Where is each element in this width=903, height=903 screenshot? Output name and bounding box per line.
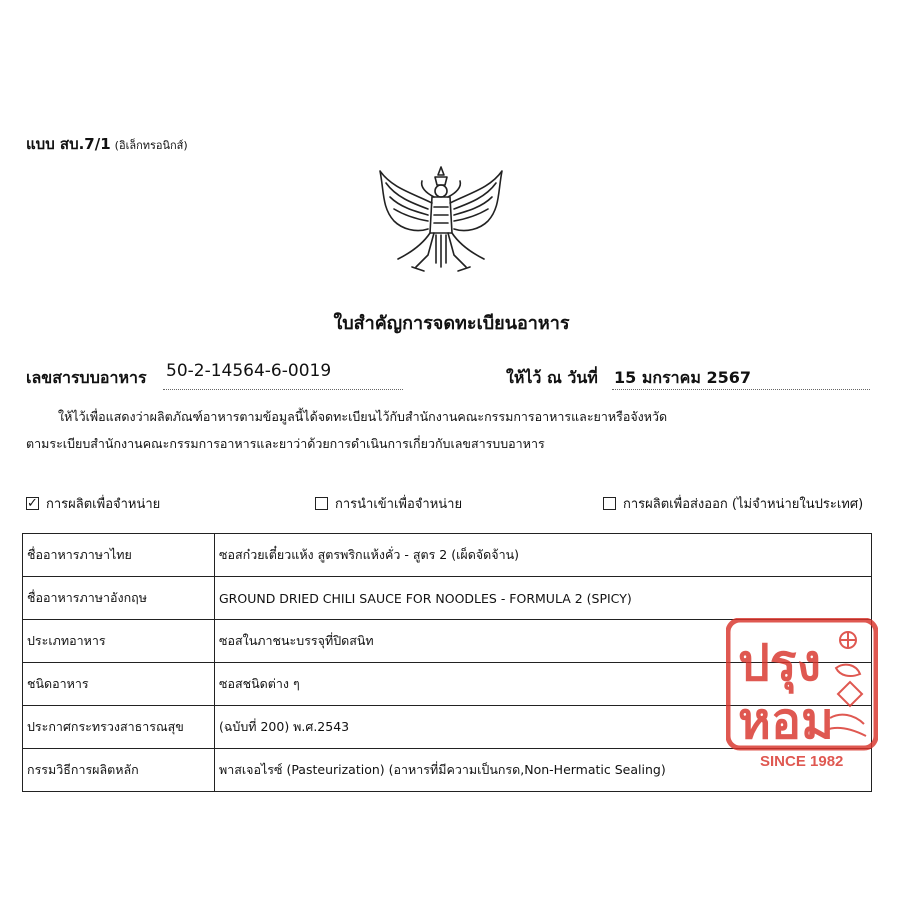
table-row — [23, 534, 872, 577]
row-value: ซอสก๋วยเตี๋ยวแห้ง สูตรพริกแห้งคั่ว - สูตร 2 (เผ็ดจัดจ้าน) — [215, 534, 872, 577]
registration-number-value: 50-2-14564-6-0019 — [166, 361, 332, 381]
row-value: (ฉบับที่ 200) พ.ศ.2543 — [215, 706, 872, 749]
checkbox-manufacture-for-export — [603, 497, 616, 510]
option-label: การนำเข้าเพื่อจำหน่าย — [335, 496, 463, 512]
row-label: ประกาศกระทรวงสาธารณสุข — [23, 706, 215, 749]
option-label: การผลิตเพื่อจำหน่าย — [46, 496, 161, 512]
form-code — [26, 132, 188, 156]
option-manufacture-for-export — [603, 493, 863, 513]
row-label: ชื่ออาหารภาษาไทย — [23, 534, 215, 577]
statement-line-2: ตามระเบียบสำนักงานคณะกรรมการอาหารและยาว่าด้วยการดำเนินการเกี่ยวกับเลขสารบบอาหาร — [26, 436, 545, 451]
brand-tagline: SINCE 1982 — [760, 753, 844, 770]
checkbox-manufacture-for-sale: ✓ — [27, 495, 38, 511]
issue-date-label: ให้ไว้ ณ วันที่ — [506, 368, 598, 387]
option-manufacture-for-sale — [26, 493, 160, 513]
brand-name-line-2: หอม — [738, 692, 834, 750]
registration-number-underline — [163, 389, 403, 390]
table-row — [23, 577, 872, 620]
option-import-for-sale — [315, 493, 462, 513]
brand-name-line-1: ปรุง — [738, 634, 822, 692]
brand-watermark-stamp — [726, 618, 878, 770]
row-value: พาสเจอไรซ์ (Pasteurization) (อาหารที่มีความเป็นกรด,Non-Hermatic Sealing) — [215, 749, 872, 792]
row-value: ซอสชนิดต่าง ๆ — [215, 663, 872, 706]
garuda-emblem-icon — [372, 163, 510, 283]
row-value: ซอสในภาชนะบรรจุที่ปิดสนิท — [215, 620, 872, 663]
row-value: GROUND DRIED CHILI SAUCE FOR NOODLES - FORMULA 2 (SPICY) — [215, 577, 872, 620]
row-label: ชนิดอาหาร — [23, 663, 215, 706]
row-label: ชื่ออาหารภาษาอังกฤษ — [23, 577, 215, 620]
checkbox-import-for-sale — [315, 497, 328, 510]
registration-number-label: เลขสารบบอาหาร — [26, 368, 147, 387]
form-code-text: แบบ สบ.7/1 — [26, 135, 111, 153]
option-label: การผลิตเพื่อส่งออก (ไม่จำหน่ายในประเทศ) — [623, 496, 864, 512]
statement-line-1: ให้ไว้เพื่อแสดงว่าผลิตภัณฑ์อาหารตามข้อมูลนี้ได้จดทะเบียนไว้กับสำนักงานคณะกรรมการอาหารและยาหรือจังหวัด — [58, 409, 668, 424]
row-label: กรรมวิธีการผลิตหลัก — [23, 749, 215, 792]
issue-date-underline — [612, 389, 870, 390]
issue-date-value: 15 มกราคม 2567 — [614, 368, 751, 387]
form-code-note: (อิเล็กทรอนิกส์) — [114, 139, 188, 152]
document-title: ใบสำคัญการจดทะเบียนอาหาร — [333, 313, 570, 334]
row-label: ประเภทอาหาร — [23, 620, 215, 663]
